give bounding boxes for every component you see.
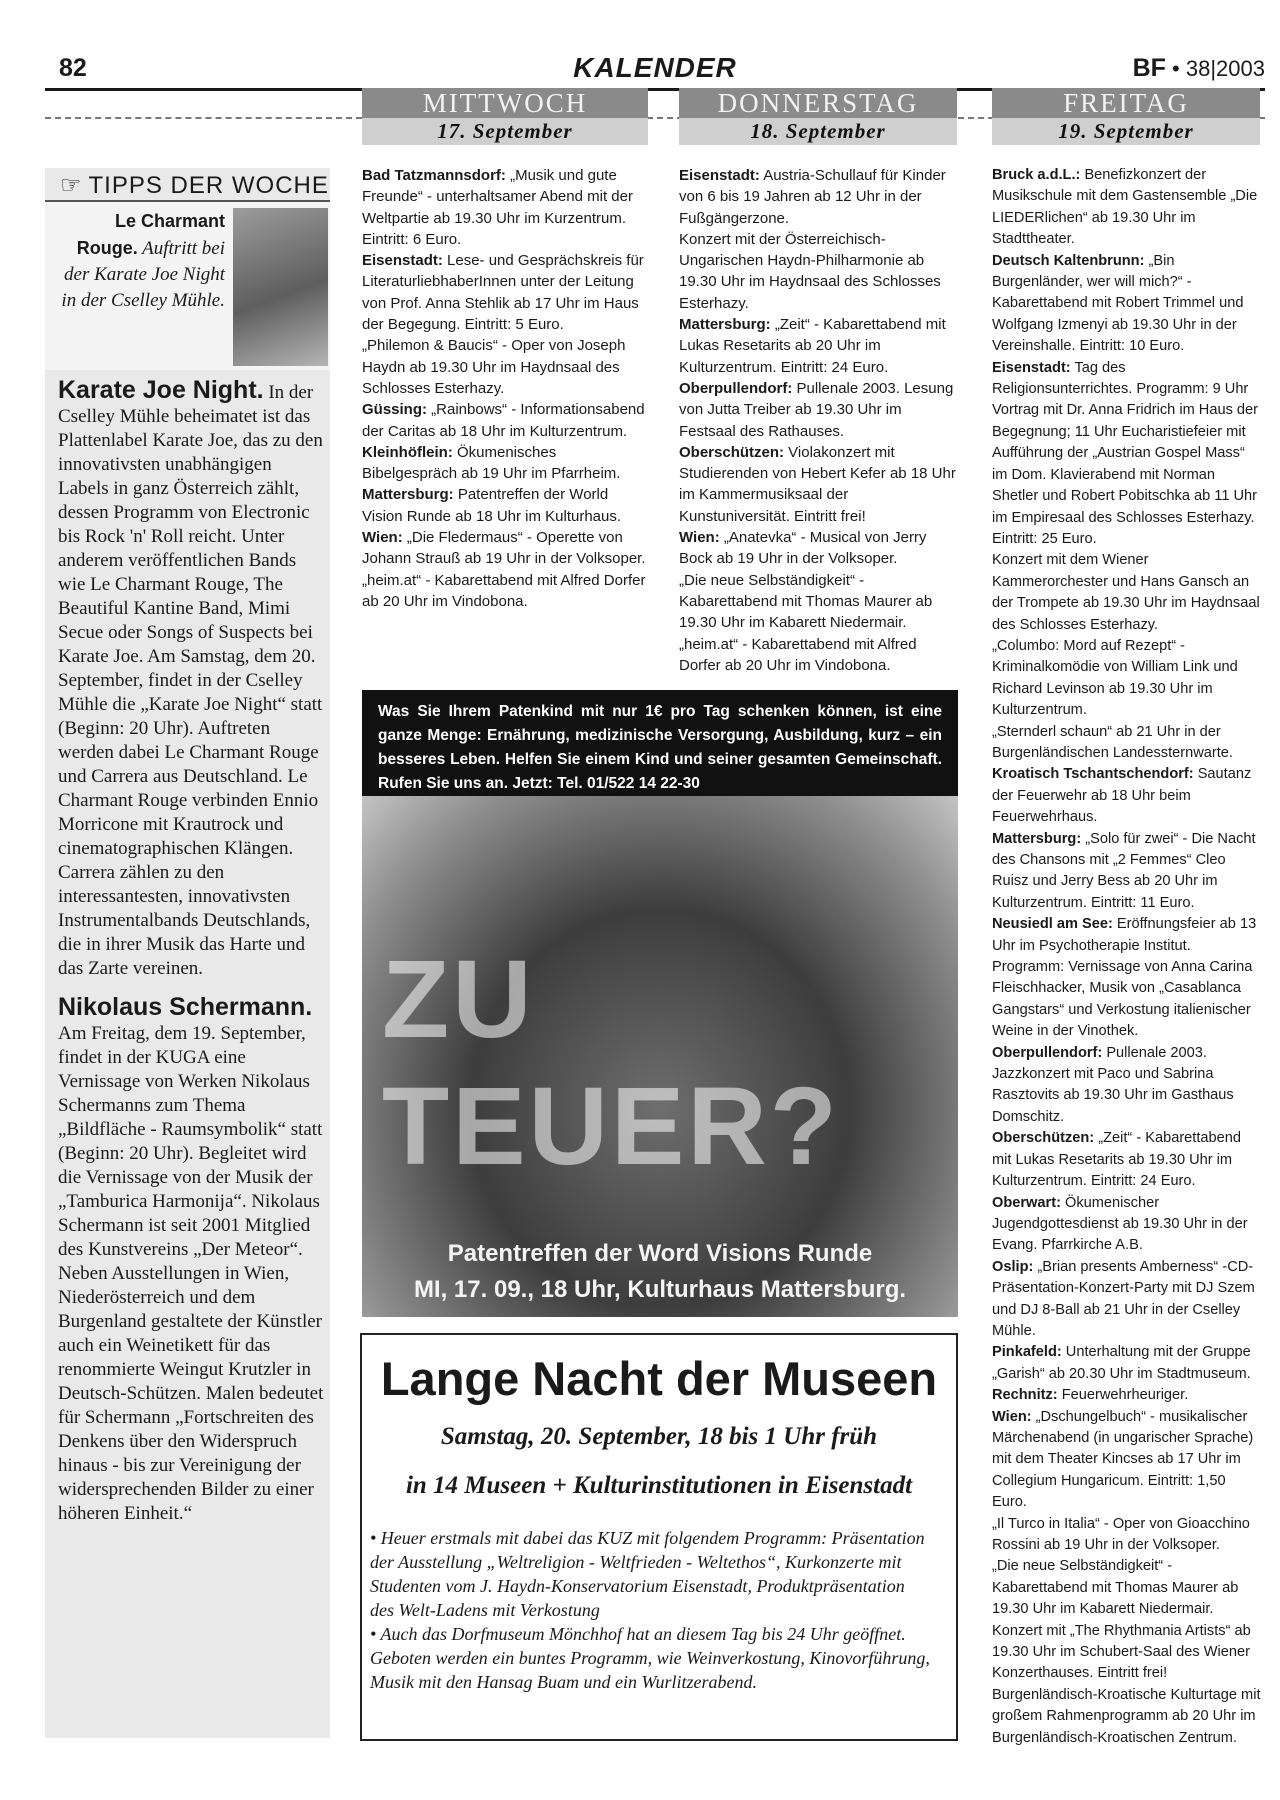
issue-brand: BF: [1132, 54, 1166, 82]
event-entry: [992, 1193, 1264, 1257]
event-text: „Solo für zwei“ - Die Nacht des Chansons mit „2 Femmes“ Cleo Ruisz und Jerry Bess ab 20 Uhr im Kulturzentrum. Eintritt: 11 Euro.: [992, 830, 1256, 911]
event-entry: [992, 914, 1264, 1042]
event-entry: [362, 165, 650, 250]
event-text: Sautanz der Feuerwehr ab 18 Uhr beim Feuerwehrhaus.: [992, 766, 1252, 826]
event-entry: [992, 1128, 1264, 1192]
event-place: Eisenstadt:: [679, 167, 760, 184]
ad-event-date: MI, 17. 09., 18 Uhr, Kulturhaus Mattersburg.: [413, 1276, 907, 1303]
event-text: Pullenale 2003. Jazzkonzert mit Paco und Sabrina Rasztovits ab 19.30 Uhr im Gasthaus Domschitz.: [992, 1044, 1234, 1125]
event-text: „Philemon & Baucis“ - Oper von Joseph Haydn ab 19.30 Uhr im Haydnsaal des Schlosses Esterhazy.: [362, 337, 626, 397]
day-header-thursday: [679, 88, 957, 146]
section-title: KALENDER: [573, 52, 737, 83]
event-entry: [362, 250, 650, 335]
event-place: Wien:: [679, 529, 720, 547]
event-text: Ökumenisches Bibelgespräch ab 19 Uhr im Pfarrheim.: [362, 443, 621, 483]
event-text: Konzert mit der Österreichisch-Ungarischen Haydn-Philharmonie ab 19.30 Uhr im Haydnsaal des Schlosses Esterhazy.: [679, 230, 941, 312]
event-place: Kleinhöflein:: [362, 443, 453, 461]
caption-bold: Le Charmant Rouge.: [76, 211, 225, 258]
tips-feature-box: [45, 200, 330, 370]
event-entry: [992, 550, 1264, 636]
event-text: „Musik und gute Freunde“ - unterhaltsamer Abend mit der Weltpartie ab 19.30 Uhr im Kurzentrum. Eintritt: 6 Euro.: [362, 167, 633, 248]
day-date: 17. September: [362, 118, 648, 145]
event-place: Wien:: [362, 529, 403, 547]
event-text: Patentreffen der World Vision Runde ab 18 Uhr im Kulturhaus.: [362, 486, 622, 525]
pointing-hand-icon: ☞: [60, 172, 83, 199]
event-place: Rechnitz:: [992, 1387, 1058, 1404]
museum-location: in 14 Museen + Kulturinstitutionen in Eisenstadt: [405, 1472, 913, 1499]
sponsorship-ad: [362, 690, 958, 1317]
article-schermann: [58, 995, 326, 1526]
event-entry: [992, 636, 1264, 722]
event-text: Feuerwehrheuriger.: [1057, 1387, 1189, 1404]
day-header-wednesday: [362, 88, 648, 146]
events-thursday: [679, 165, 959, 676]
photo-caption: [53, 208, 225, 314]
event-entry: [992, 251, 1264, 358]
event-entry: [992, 764, 1264, 828]
event-place: Oberwart:: [992, 1194, 1061, 1211]
tips-sidebar: [45, 168, 330, 1738]
museum-date: Samstag, 20. September, 18 bis 1 Uhr früh: [440, 1423, 878, 1450]
event-entry: [992, 1407, 1264, 1514]
event-entry: [992, 722, 1264, 765]
event-text: Lese- und Gesprächskreis für LiteraturliebhaberInnen unter der Leitung von Prof. Anna Stehlik ab 17 Uhr im Haus der Begegung. Eintritt: 5 Euro.: [362, 252, 644, 334]
ad-event-title: Patentreffen der Word Visions Runde: [447, 1240, 873, 1267]
caption-text: Auftritt bei der Karate Joe Night in der Cselley Mühle.: [61, 238, 225, 311]
event-entry: [679, 634, 959, 677]
tips-heading-text: TIPPS DER WOCHE: [88, 172, 329, 199]
page-header: [45, 52, 1265, 91]
event-text: Pullenale 2003. Lesung von Jutta Treiber ab 19.30 Uhr im Festsaal des Rathauses.: [679, 379, 954, 440]
event-text: „Die neue Selbständigkeit“ - Kabarettabend mit Thomas Maurer ab 19.30 Uhr im Kabarett Niedermair.: [992, 1558, 1239, 1618]
event-entry: [679, 442, 959, 527]
event-entry: [992, 1043, 1264, 1129]
museum-details: [370, 1526, 930, 1694]
event-text: Austria-Schullauf für Kinder von 6 bis 19 Jahren ab 12 Uhr in der Fußgängerzone.: [679, 167, 946, 227]
event-place: Wien:: [992, 1408, 1032, 1425]
day-name: FREITAG: [992, 88, 1260, 118]
ad-headline: ZU TEUER?: [382, 938, 840, 1188]
museum-bullet: • Heuer erstmals mit dabei das KUZ mit folgendem Programm: Präsentation der Ausstellung „Weltreligion - Weltfrieden - Weltethos“, Kurkonzerte mit Studenten vom J. Haydn-Konservatorium Eisenstadt, Produktpräsentation des Welt-Ladens mit Verkostung: [370, 1528, 925, 1620]
event-text: „Anatevka“ - Musical von Jerry Bock ab 19 Uhr in der Volksoper.: [679, 529, 927, 568]
event-text: „Brian presents Amberness“ -CD-Präsentation-Konzert-Party mit DJ Szem und DJ 8-Ball ab 21 Uhr in der Cselley Mühle.: [992, 1258, 1255, 1339]
article-title: Karate Joe Night.: [58, 376, 264, 404]
event-text: Eröffnungsfeier ab 13 Uhr im Psychotherapie Institut. Programm: Vernissage von Anna Carina Fleischhacker, Musik von „Casablanca Gangstars“ und Verkostung italienischer Weine in der Vinothek.: [992, 916, 1257, 1040]
event-entry: [992, 1342, 1264, 1385]
child-photo: [362, 796, 958, 1317]
event-place: Oslip:: [992, 1258, 1034, 1275]
event-place: Mattersburg:: [679, 316, 771, 334]
event-entry: [679, 378, 959, 442]
event-entry: [679, 165, 959, 229]
day-name: DONNERSTAG: [679, 88, 957, 118]
event-entry: [992, 1556, 1264, 1620]
article-title: Nikolaus Schermann.: [58, 993, 313, 1021]
event-place: Oberpullendorf:: [992, 1044, 1103, 1061]
event-place: Oberschützen:: [992, 1130, 1095, 1147]
event-place: Oberschützen:: [679, 443, 785, 461]
event-text: „heim.at“ - Kabarettabend mit Alfred Dorfer ab 20 Uhr im Vindobona.: [679, 635, 917, 674]
day-header-friday: [992, 88, 1260, 146]
event-entry: [992, 1685, 1264, 1749]
event-text: „Die Fledermaus“ - Operette von Johann Strauß ab 19 Uhr in der Volksoper.: [362, 529, 646, 568]
event-text: „Die neue Selbständigkeit“ - Kabarettabend mit Thomas Maurer ab 19.30 Uhr im Kabarett Niedermair.: [679, 571, 933, 632]
event-text: Konzert mit dem Wiener Kammerorchester und Hans Gansch an der Trompete ab 19.30 Uhr im Haydnsaal des Schlosses Esterhazy.: [992, 552, 1260, 633]
event-place: Kroatisch Tschantschendorf:: [992, 766, 1194, 783]
event-place: Güssing:: [362, 401, 428, 419]
event-entry: [992, 829, 1264, 915]
event-text: „Bin Burgenländer, wer will mich?“ - Kabarettabend mit Robert Trimmel und Wolfgang Izmenyi ab 19.30 Uhr in der Vereinshalle. Eintritt: 10 Euro.: [992, 252, 1244, 355]
article-text: Am Freitag, dem 19. September, findet in der KUGA eine Vernissage von Werken Nikolaus Schermanns zum Thema „Bildfläche - Raumsymbolik“ statt (Beginn: 20 Uhr). Begleitet wird die Vernissage von der Musik der „Tamburica Harmonija“. Nikolaus Schermann ist seit 2001 Mitglied des Kunstvereins „Der Meteor“. Neben Ausstellungen in Wien, Niederösterreich und dem Burgenland gestaltete der Künstler auch ein Weinetikett für das renommierte Weingut Krutzler in Deutsch-Schützen. Malen bedeutet für Schermann „Fortschreiten des Denkens über den Widerspruch hinaus - bis zur Vereinigung der widersprechenden Bilder zu einer höheren Einheit.“: [58, 1023, 324, 1524]
event-text: Benefizkonzert der Musikschule mit dem Gastensemble „Die LIEDERlichen“ ab 19.30 Uhr im Stadttheater.: [992, 167, 1258, 248]
event-place: Deutsch Kaltenbrunn:: [992, 252, 1145, 269]
event-text: „Rainbows“ - Informationsabend der Caritas ab 18 Uhr im Kulturzentrum.: [362, 401, 645, 440]
event-entry: [679, 570, 959, 634]
band-photo: [233, 208, 328, 366]
event-text: „Il Turco in Italia“ - Oper von Gioacchino Rossini ab 19 Uhr in der Volksoper.: [992, 1515, 1250, 1553]
page-number: 82: [59, 54, 87, 82]
event-place: Bruck a.d.L.:: [992, 167, 1081, 183]
event-entry: [679, 314, 959, 378]
events-friday: [992, 165, 1264, 1749]
event-text: Violakonzert mit Studierenden von Hebert Kefer ab 18 Uhr im Kammermusiksaal der Kunstuniversität. Eintritt frei!: [679, 443, 956, 525]
tips-articles: [58, 378, 326, 1540]
event-text: Tag des Religionsunterrichtes. Programm: 9 Uhr Vortrag mit Dr. Anna Fridrich im Haus der Begegnung; 11 Uhr Eucharistiefeier mit Aufführung der „Austrian Gospel Mass“ im Dom. Klavierabend mit Norman Shetler und Robert Pobitschka ab 11 Uhr im Empiresaal des Schlosses Esterhazy. Eintritt: 25 Euro.: [992, 359, 1259, 547]
event-text: „heim.at“ - Kabarettabend mit Alfred Dorfer ab 20 Uhr im Vindobona.: [362, 571, 646, 610]
day-name: MITTWOCH: [362, 88, 648, 118]
event-entry: [362, 442, 650, 485]
event-entry: [362, 527, 650, 570]
event-entry: [992, 1514, 1264, 1557]
event-text: „Columbo: Mord auf Rezept“ - Kriminalkomödie von William Link und Richard Levinson ab 19.30 Uhr im Kulturzentrum.: [992, 637, 1238, 719]
event-text: „Dschungelbuch“ - musikalischer Märchenabend (in ungarischer Sprache) mit dem Theater Kincses ab 17 Uhr im Collegium Hungaricum. Eintritt: 1,50 Euro.: [992, 1408, 1254, 1511]
event-entry: [679, 527, 959, 570]
article-karate-joe: [58, 378, 326, 981]
event-place: Eisenstadt:: [992, 359, 1071, 376]
event-place: Eisenstadt:: [362, 252, 443, 270]
event-entry: [362, 335, 650, 399]
museum-title: Lange Nacht der Museen: [380, 1352, 938, 1405]
article-text: In der Cselley Mühle beheimatet ist das Plattenlabel Karate Joe, das zu den innovativsten unabhängigen Labels in ganz Österreich zählt, dessen Programm von Electronic bis Rock 'n' Roll reicht. Unter anderem veröffentlichen Bands wie Le Charmant Rouge, The Beautiful Kantine Band, Mimi Secue oder Songs of Suspects bei Karate Joe. Am Samstag, dem 20. September, findet in der Cselley Mühle die „Karate Joe Night“ statt (Beginn: 20 Uhr). Auftreten werden dabei Le Charmant Rouge und Carrera aus Deutschland. Le Charmant Rouge verbinden Ennio Morricone mit Krautrock und cinematographischen Klängen. Carrera zählen zu den interessantesten, innovativsten Instrumentalbands Deutschlands, die in ihrer Musik das Harte und das Zarte vereinen.: [58, 382, 323, 979]
day-date: 18. September: [679, 118, 957, 145]
event-entry: [992, 1257, 1264, 1343]
day-date: 19. September: [992, 118, 1260, 145]
events-wednesday: [362, 165, 650, 612]
event-entry: [362, 484, 650, 527]
event-text: Ökumenischer Jugendgottesdienst ab 19.30 Uhr in der Evang. Pfarrkirche A.B.: [992, 1194, 1248, 1254]
ad-copy: Was Sie Ihrem Patenkind mit nur 1€ pro Tag schenken können, ist eine ganze Menge: Ernährung, medizinische Versorgung, Ausbildung, kurz – ein besseres Leben. Helfen Sie einem Kind und seiner gesamten Gemeinschaft. Rufen Sie uns an. Jetzt: Tel. 01/522 14 22-30: [362, 690, 958, 796]
event-place: Oberpullendorf:: [679, 379, 793, 397]
museum-night-box: [360, 1333, 958, 1741]
event-text: Konzert mit „The Rhythmania Artists“ ab 19.30 Uhr im Schubert-Saal des Wiener Konzerthauses. Eintritt frei!: [992, 1622, 1251, 1682]
event-place: Bad Tatzmannsdorf:: [362, 167, 506, 184]
issue-info: BF • 38|2003: [1132, 54, 1265, 82]
event-text: „Zeit“ - Kabarettabend mit Lukas Resetarits ab 20 Uhr im Kulturzentrum. Eintritt: 24 Euro.: [679, 316, 946, 376]
event-entry: [992, 1385, 1264, 1406]
event-place: Pinkafeld:: [992, 1344, 1062, 1361]
tips-heading: [60, 171, 350, 200]
event-text: Burgenländisch-Kroatische Kulturtage mit großem Rahmenprogramm ab 20 Uhr im Burgenländisch-Kroatischen Zentrum.: [992, 1686, 1261, 1746]
event-entry: [362, 570, 650, 613]
event-entry: [679, 229, 959, 314]
event-text: „Zeit“ - Kabarettabend mit Lukas Resetarits ab 19.30 Uhr im Kulturzentrum. Eintritt: 24 Euro.: [992, 1130, 1241, 1190]
event-text: „Sternderl schaun“ ab 21 Uhr in der Burgenländischen Landessternwarte.: [992, 723, 1233, 761]
event-entry: [362, 399, 650, 442]
event-place: Neusiedl am See:: [992, 916, 1113, 933]
museum-bullet: • Auch das Dorfmuseum Mönchhof hat an diesem Tag bis 24 Uhr geöffnet. Geboten werden ein buntes Programm, wie Weinverkostung, Kinovorführung, Musik mit den Hansag Buam und ein Wurlitzerabend.: [370, 1624, 930, 1692]
event-text: Unterhaltung mit der Gruppe „Garish“ ab 20.30 Uhr im Stadtmuseum.: [992, 1344, 1251, 1382]
event-entry: [992, 165, 1264, 251]
event-entry: [992, 1621, 1264, 1685]
event-entry: [992, 358, 1264, 551]
issue-number: 38|2003: [1185, 56, 1265, 81]
event-place: Mattersburg:: [362, 486, 454, 504]
event-place: Mattersburg:: [992, 830, 1082, 847]
